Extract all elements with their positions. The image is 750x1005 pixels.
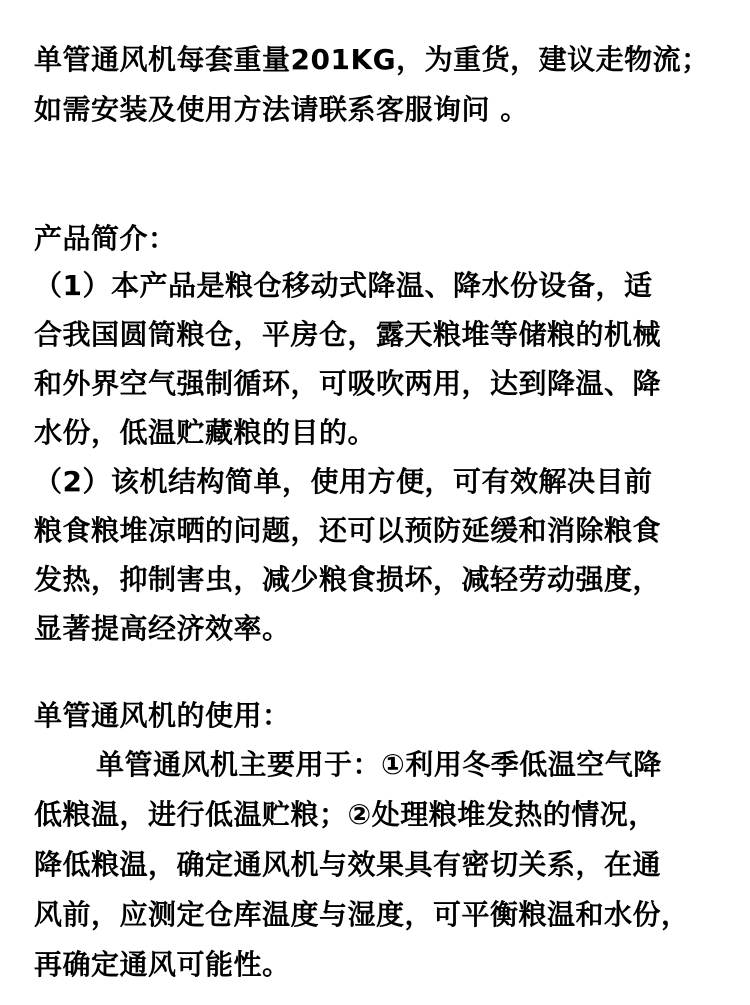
intro-line: 水份，低温贮藏粮的目的。	[34, 416, 377, 449]
intro-heading: 产品简介：	[34, 222, 177, 255]
usage-line: 再确定通风可能性。	[34, 948, 291, 981]
intro-line: （1）本产品是粮仓移动式降温、降水份设备，适	[34, 269, 653, 302]
usage-line: 风前，应测定仓库温度与湿度，可平衡粮温和水份，	[34, 898, 690, 931]
intro-line: 合我国圆筒粮仓，平房仓，露天粮堆等储粮的机械	[34, 318, 662, 351]
usage-line: 单管通风机主要用于：①利用冬季低温空气降	[96, 748, 662, 781]
usage-heading: 单管通风机的使用：	[34, 699, 291, 732]
usage-line: 降低粮温，确定通风机与效果具有密切关系，在通	[34, 848, 662, 881]
intro-line: （2）该机结构简单，使用方便，可有效解决目前	[34, 465, 653, 498]
intro-line: 显著提高经济效率。	[34, 612, 291, 645]
usage-line: 低粮温，进行低温贮粮；②处理粮堆发热的情况，	[34, 798, 657, 831]
intro-line: 发热，抑制害虫，减少粮食损坏，减轻劳动强度，	[34, 563, 662, 596]
intro-line: 粮食粮堆凉晒的问题，还可以预防延缓和消除粮食	[34, 514, 662, 547]
intro-line: 和外界空气强制循环，可吸吹两用，达到降温、降	[34, 367, 662, 400]
notice-line: 如需安装及使用方法请联系客服询问 。	[34, 93, 529, 126]
notice-line: 单管通风机每套重量201KG，为重货，建议走物流；	[34, 43, 710, 76]
